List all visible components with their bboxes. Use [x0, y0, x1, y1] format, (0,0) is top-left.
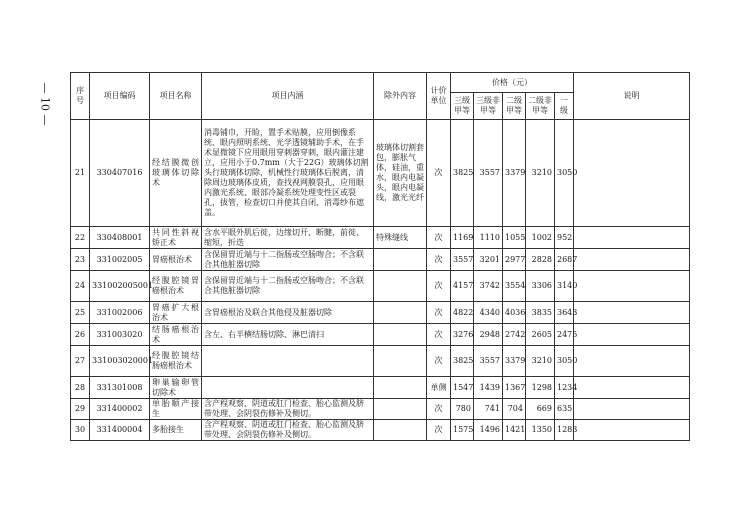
table-body	[71, 120, 690, 441]
cell-price-level1: 1283	[555, 420, 574, 441]
cell-excluded	[374, 249, 427, 271]
cell-price-level2b: 1298	[526, 377, 555, 399]
cell-price-level2b: 1002	[526, 227, 555, 249]
cell-name: 结肠癌根治术	[150, 324, 202, 346]
cell-unit: 次	[427, 227, 451, 249]
cell-price-level3a: 3825	[451, 120, 474, 227]
table-row	[71, 271, 690, 302]
cell-seq: 24	[71, 271, 90, 302]
cell-price-level2b: 669	[526, 399, 555, 420]
cell-price-level3a: 780	[451, 399, 474, 420]
col-code-header: 项目编码	[90, 73, 150, 120]
cell-code: 330408001	[90, 227, 150, 249]
col-remark-header: 说明	[574, 73, 690, 120]
cell-unit: 次	[427, 420, 451, 441]
cell-price-level1: 2475	[555, 324, 574, 346]
cell-price-level2a: 3379	[503, 120, 526, 227]
cell-content: 含产程观察、阴道或肛门检查、胎心监测及脐带处理、会阴裂伤修补及侧切。	[202, 399, 374, 420]
cell-price-level3b: 3201	[474, 249, 503, 271]
cell-content	[202, 377, 374, 399]
cell-price-level3b: 1496	[474, 420, 503, 441]
cell-price-level3a: 1547	[451, 377, 474, 399]
col-unit-header: 计价单位	[427, 73, 451, 120]
cell-price-level2b: 3306	[526, 271, 555, 302]
cell-name: 经结膜微创玻璃体切除术	[150, 120, 202, 227]
cell-price-level1: 2687	[555, 249, 574, 271]
cell-excluded: 特殊缝线	[374, 227, 427, 249]
cell-seq: 22	[71, 227, 90, 249]
cell-excluded	[374, 271, 427, 302]
cell-price-level1: 3050	[555, 346, 574, 377]
cell-price-level1: 952	[555, 227, 574, 249]
cell-excluded: 玻璃体切割套包，膨胀气体，硅油，重水，眼内电凝头，眼内电凝线，激光光纤	[374, 120, 427, 227]
cell-remark	[574, 120, 690, 227]
cell-name: 胃癌根治术	[150, 249, 202, 271]
table-row	[71, 120, 690, 227]
cell-price-level3a: 1169	[451, 227, 474, 249]
cell-content: 含产程观察、阴道或肛门检查、胎心监测及脐带处理、会阴裂伤修补及侧切。	[202, 420, 374, 441]
cell-price-level2a: 3554	[503, 271, 526, 302]
col-level3b-header: 三级非甲等	[474, 93, 503, 120]
table-row	[71, 420, 690, 441]
table-row	[71, 249, 690, 271]
cell-price-level3a: 4157	[451, 271, 474, 302]
cell-price-level3b: 4340	[474, 302, 503, 324]
cell-seq: 29	[71, 399, 90, 420]
cell-name: 共同性斜视矫正术	[150, 227, 202, 249]
header-row-1	[71, 73, 690, 93]
cell-price-level3b: 3557	[474, 346, 503, 377]
cell-unit: 次	[427, 324, 451, 346]
cell-code: 331400002	[90, 399, 150, 420]
cell-content: 含左、右半横结肠切除、淋巴清扫	[202, 324, 374, 346]
cell-name: 多胎接生	[150, 420, 202, 441]
cell-price-level2b: 2828	[526, 249, 555, 271]
cell-remark	[574, 377, 690, 399]
cell-unit: 单侧	[427, 377, 451, 399]
cell-price-level2a: 2742	[503, 324, 526, 346]
col-level3a-header: 三级甲等	[451, 93, 474, 120]
cell-content: 含水平眼外肌后徙，边缘切开、断腱，前徙、缩短，折迭	[202, 227, 374, 249]
col-content-header: 项目内涵	[202, 73, 374, 120]
table-row	[71, 302, 690, 324]
cell-seq: 25	[71, 302, 90, 324]
cell-content: 含保留胃近端与十二指肠或空肠吻合；不含联合其他脏器切除	[202, 249, 374, 271]
cell-price-level3b: 1439	[474, 377, 503, 399]
cell-excluded	[374, 324, 427, 346]
col-name-header: 项目名称	[150, 73, 202, 120]
cell-price-level2a: 1367	[503, 377, 526, 399]
cell-unit: 次	[427, 346, 451, 377]
cell-price-level2a: 1421	[503, 420, 526, 441]
cell-price-level2b: 3210	[526, 120, 555, 227]
cell-excluded	[374, 377, 427, 399]
cell-code: 331301008	[90, 377, 150, 399]
cell-name: 单胎顺产接生	[150, 399, 202, 420]
cell-unit: 次	[427, 249, 451, 271]
table-row	[71, 227, 690, 249]
cell-price-level3b: 1110	[474, 227, 503, 249]
cell-code: 331002005	[90, 249, 150, 271]
cell-remark	[574, 227, 690, 249]
cell-seq: 27	[71, 346, 90, 377]
cell-remark	[574, 271, 690, 302]
cell-price-level2b: 3835	[526, 302, 555, 324]
cell-excluded	[374, 399, 427, 420]
cell-unit: 次	[427, 302, 451, 324]
col-seq-header: 序号	[71, 73, 90, 120]
cell-seq: 21	[71, 120, 90, 227]
cell-seq: 30	[71, 420, 90, 441]
cell-price-level3a: 3825	[451, 346, 474, 377]
page-number	[34, 70, 56, 126]
table-row	[71, 346, 690, 377]
cell-price-level3b: 3742	[474, 271, 503, 302]
cell-code: 331003020001	[90, 346, 150, 377]
cell-excluded	[374, 302, 427, 324]
col-level1-header: 一级	[555, 93, 574, 120]
col-level2a-header: 二级甲等	[503, 93, 526, 120]
cell-code: 331002006	[90, 302, 150, 324]
cell-remark	[574, 420, 690, 441]
cell-remark	[574, 346, 690, 377]
cell-price-level3a: 3276	[451, 324, 474, 346]
cell-content: 含胃癌根治及联合其他侵及脏器切除	[202, 302, 374, 324]
cell-price-level1: 1234	[555, 377, 574, 399]
cell-unit: 次	[427, 399, 451, 420]
cell-code: 330407016	[90, 120, 150, 227]
cell-price-level2a: 4036	[503, 302, 526, 324]
cell-name: 胃癌扩大根治术	[150, 302, 202, 324]
cell-name: 经腹腔镜胃癌根治术	[150, 271, 202, 302]
col-level2b-header: 二级非甲等	[526, 93, 555, 120]
cell-price-level3a: 1575	[451, 420, 474, 441]
cell-code: 331003020	[90, 324, 150, 346]
cell-content: 含保留胃近端与十二指肠或空肠吻合；不含联合其他脏器切除	[202, 271, 374, 302]
cell-seq: 26	[71, 324, 90, 346]
cell-price-level3b: 3557	[474, 120, 503, 227]
cell-price-level2a: 704	[503, 399, 526, 420]
col-price-header: 价格（元）	[451, 73, 574, 93]
cell-price-level3b: 2948	[474, 324, 503, 346]
cell-code: 331400004	[90, 420, 150, 441]
cell-remark	[574, 399, 690, 420]
cell-content: 消毒铺巾，开睑，置手术贴膜，应用倒像系统、眼内照明系统、光学透镜辅助手术，在手术显微镜下应用眼用穿刺器穿刺，眼内灌注建立，应用小于0.7mm（大于22G）玻璃体切割头行玻璃体切除，机械性行玻璃体后脱离，清除周边玻璃体皮质，查找视网膜裂孔，应用眼内激光系统、眼部冷凝系统处理变性区或裂孔，拔管，检查切口并使其自闭，消毒纱布遮盖。	[202, 120, 374, 227]
price-table	[70, 72, 690, 441]
table-row	[71, 377, 690, 399]
cell-excluded	[374, 346, 427, 377]
cell-price-level3a: 4822	[451, 302, 474, 324]
table-row	[71, 324, 690, 346]
cell-seq: 28	[71, 377, 90, 399]
cell-price-level2a: 3379	[503, 346, 526, 377]
cell-remark	[574, 324, 690, 346]
cell-content	[202, 346, 374, 377]
cell-name: 经腹腔镜结肠癌根治术	[150, 346, 202, 377]
cell-price-level2a: 1055	[503, 227, 526, 249]
cell-price-level1: 3050	[555, 120, 574, 227]
cell-seq: 23	[71, 249, 90, 271]
cell-remark	[574, 302, 690, 324]
cell-remark	[574, 249, 690, 271]
cell-price-level1: 635	[555, 399, 574, 420]
cell-name: 卵巢输卵管切除术	[150, 377, 202, 399]
cell-price-level1: 3140	[555, 271, 574, 302]
cell-code: 331002005001	[90, 271, 150, 302]
cell-price-level2b: 2605	[526, 324, 555, 346]
cell-price-level3b: 741	[474, 399, 503, 420]
cell-unit: 次	[427, 271, 451, 302]
cell-price-level1: 3643	[555, 302, 574, 324]
col-excluded-header: 除外内容	[374, 73, 427, 120]
cell-excluded	[374, 420, 427, 441]
page-number-text: — 10 —	[38, 82, 52, 126]
cell-price-level2b: 1350	[526, 420, 555, 441]
cell-price-level3a: 3557	[451, 249, 474, 271]
cell-unit: 次	[427, 120, 451, 227]
cell-price-level2b: 3210	[526, 346, 555, 377]
cell-price-level2a: 2977	[503, 249, 526, 271]
table-row	[71, 399, 690, 420]
